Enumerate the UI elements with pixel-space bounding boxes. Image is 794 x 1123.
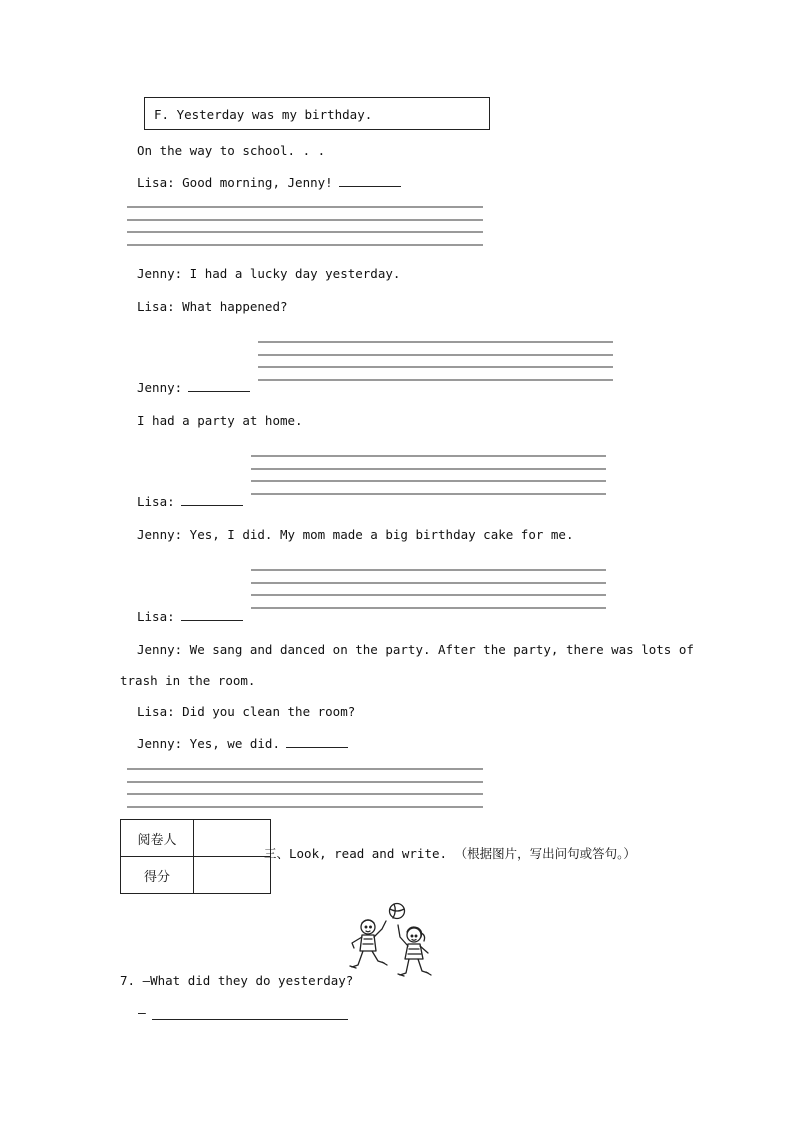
writing-lines[interactable] bbox=[251, 455, 606, 495]
dialogue-line-lisa-3: Lisa: bbox=[137, 493, 243, 510]
reviewer-cell[interactable] bbox=[194, 820, 271, 857]
reviewer-label: 阅卷人 bbox=[121, 820, 194, 857]
answer-blank[interactable] bbox=[181, 493, 243, 506]
writing-lines[interactable] bbox=[251, 569, 606, 609]
answer-blank[interactable] bbox=[188, 379, 250, 392]
answer-blank[interactable] bbox=[181, 608, 243, 621]
answer-blank[interactable] bbox=[286, 735, 348, 748]
score-cell[interactable] bbox=[194, 857, 271, 894]
score-label: 得分 bbox=[121, 857, 194, 894]
dialogue-line-lisa-2: Lisa: What happened? bbox=[137, 299, 288, 314]
dialogue-line-jenny-5: Jenny: Yes, we did. bbox=[137, 735, 348, 752]
question-7: 7. —What did they do yesterday? bbox=[120, 973, 354, 988]
dialogue-line-jenny-4a: Jenny: We sang and danced on the party. After the party, there was lots of bbox=[137, 642, 694, 657]
dialogue-line-jenny-3: Jenny: Yes, I did. My mom made a big birthday cake for me. bbox=[137, 527, 574, 542]
option-box bbox=[144, 97, 490, 130]
writing-lines[interactable] bbox=[258, 341, 613, 381]
intro-line: On the way to school. . . bbox=[137, 143, 326, 158]
dialogue-line-party: I had a party at home. bbox=[137, 413, 303, 428]
score-table bbox=[120, 819, 271, 894]
answer-blank[interactable] bbox=[339, 174, 401, 187]
children-playing-ball-picture bbox=[346, 899, 434, 985]
writing-lines[interactable] bbox=[127, 206, 483, 246]
dialogue-line-lisa-1: Lisa: Good morning, Jenny! bbox=[137, 174, 401, 191]
dialogue-line-jenny-1: Jenny: I had a lucky day yesterday. bbox=[137, 266, 401, 281]
dialogue-line-jenny-2: Jenny: bbox=[137, 379, 250, 396]
section-3-heading: 三、Look, read and write. （根据图片，写出问句或答句。） bbox=[264, 846, 636, 861]
option-text: F. Yesterday was my birthday. bbox=[154, 107, 373, 122]
dialogue-line-lisa-4: Lisa: bbox=[137, 608, 243, 625]
writing-lines[interactable] bbox=[127, 768, 483, 808]
answer-line[interactable] bbox=[152, 1019, 348, 1020]
dialogue-line-jenny-4b: trash in the room. bbox=[120, 673, 256, 688]
dialogue-line-lisa-5: Lisa: Did you clean the room? bbox=[137, 704, 356, 719]
answer-dash: — bbox=[138, 1006, 146, 1021]
